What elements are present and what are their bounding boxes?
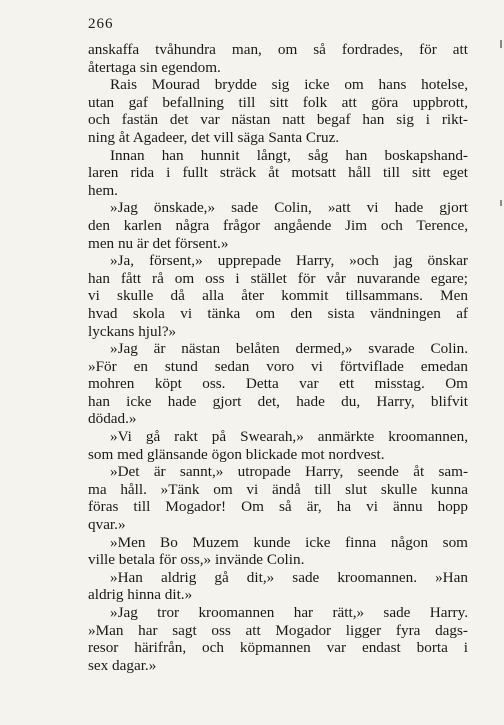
text-line: föras till Mogador! Om så är, ha vi ännu hopp	[88, 498, 468, 516]
text-line: qvar.»	[88, 516, 126, 534]
text-line: dödad.»	[88, 410, 137, 428]
text-line: »Han aldrig gå dit,» sade kroomannen. »Han	[110, 568, 468, 586]
text-line: ning åt Agadeer, det vill säga Santa Cruz.	[88, 128, 340, 146]
text-line: aldrig hinna dit.»	[88, 586, 193, 604]
text-line: »Men Bo Muzem kunde icke finna någon som	[110, 533, 468, 551]
page-edge-mark	[500, 200, 502, 206]
text-line: sex dagar.»	[88, 656, 157, 674]
text-line: den karlen några frågor angående Jim och Terence,	[88, 216, 468, 234]
text-line: som med glänsande ögon blickade mot nordvest.	[88, 445, 385, 463]
page-number: 266	[88, 16, 114, 32]
text-line: återtaga sin egendom.	[88, 58, 221, 76]
text-line: hvad skola vi tänka om den sista vändningen af	[88, 304, 468, 322]
body-text	[88, 41, 468, 674]
text-line: han icke hade gjort det, hade du, Harry, blifvit	[88, 392, 468, 410]
text-line: vi skulle då alla åter kommit tillsammans. Men	[88, 287, 468, 305]
text-line: ville betala för oss,» invände Colin.	[88, 551, 305, 569]
text-line: anskaffa tvåhundra man, om så fordrades, för att	[88, 41, 468, 58]
text-line: »Ja, försent,» upprepade Harry, »och jag önskar	[110, 252, 468, 270]
text-line: resor härifrån, och köpmannen var endast borta i	[88, 639, 468, 657]
text-line: »Det är sannt,» utropade Harry, seende åt sam-	[110, 463, 468, 481]
text-line: mohren köpt oss. Detta var ett misstag. Om	[88, 375, 468, 393]
text-line: ma håll. »Tänk om vi ändå till slut skulle kunna	[88, 480, 468, 498]
text-line: »Jag är nästan belåten dermed,» svarade Colin.	[110, 340, 468, 358]
text-line: han fått rå om oss i stället för vår nuvarande egare;	[88, 269, 468, 287]
text-line: »Jag önskade,» sade Colin, »att vi hade gjort	[110, 199, 468, 217]
text-line: laren rida i fullt sträck åt motsatt håll till sitt eget	[88, 164, 468, 182]
page-edge-mark	[500, 40, 502, 48]
text-line: Rais Mourad brydde sig icke om hans hotelse,	[110, 76, 468, 94]
text-line: »Vi gå rakt på Swearah,» anmärkte kroomannen,	[110, 428, 468, 446]
text-line: lyckans hjul?»	[88, 322, 177, 340]
text-line: och fastän det var nästan natt begaf han sig i rikt-	[88, 111, 468, 129]
text-line: hem.	[88, 181, 118, 199]
text-line: »Jag tror kroomannen har rätt,» sade Harry.	[110, 604, 468, 621]
text-line: Innan han hunnit långt, såg han boskapshand-	[110, 146, 468, 164]
text-line: men nu är det försent.»	[88, 234, 229, 252]
text-line: »För en stund sedan voro vi förtviflade emedan	[88, 357, 468, 375]
text-line: utan gaf befallning till sitt folk att göra uppbrott,	[88, 93, 468, 111]
text-line: »Man har sagt oss att Mogador ligger fyra dags-	[88, 621, 468, 639]
